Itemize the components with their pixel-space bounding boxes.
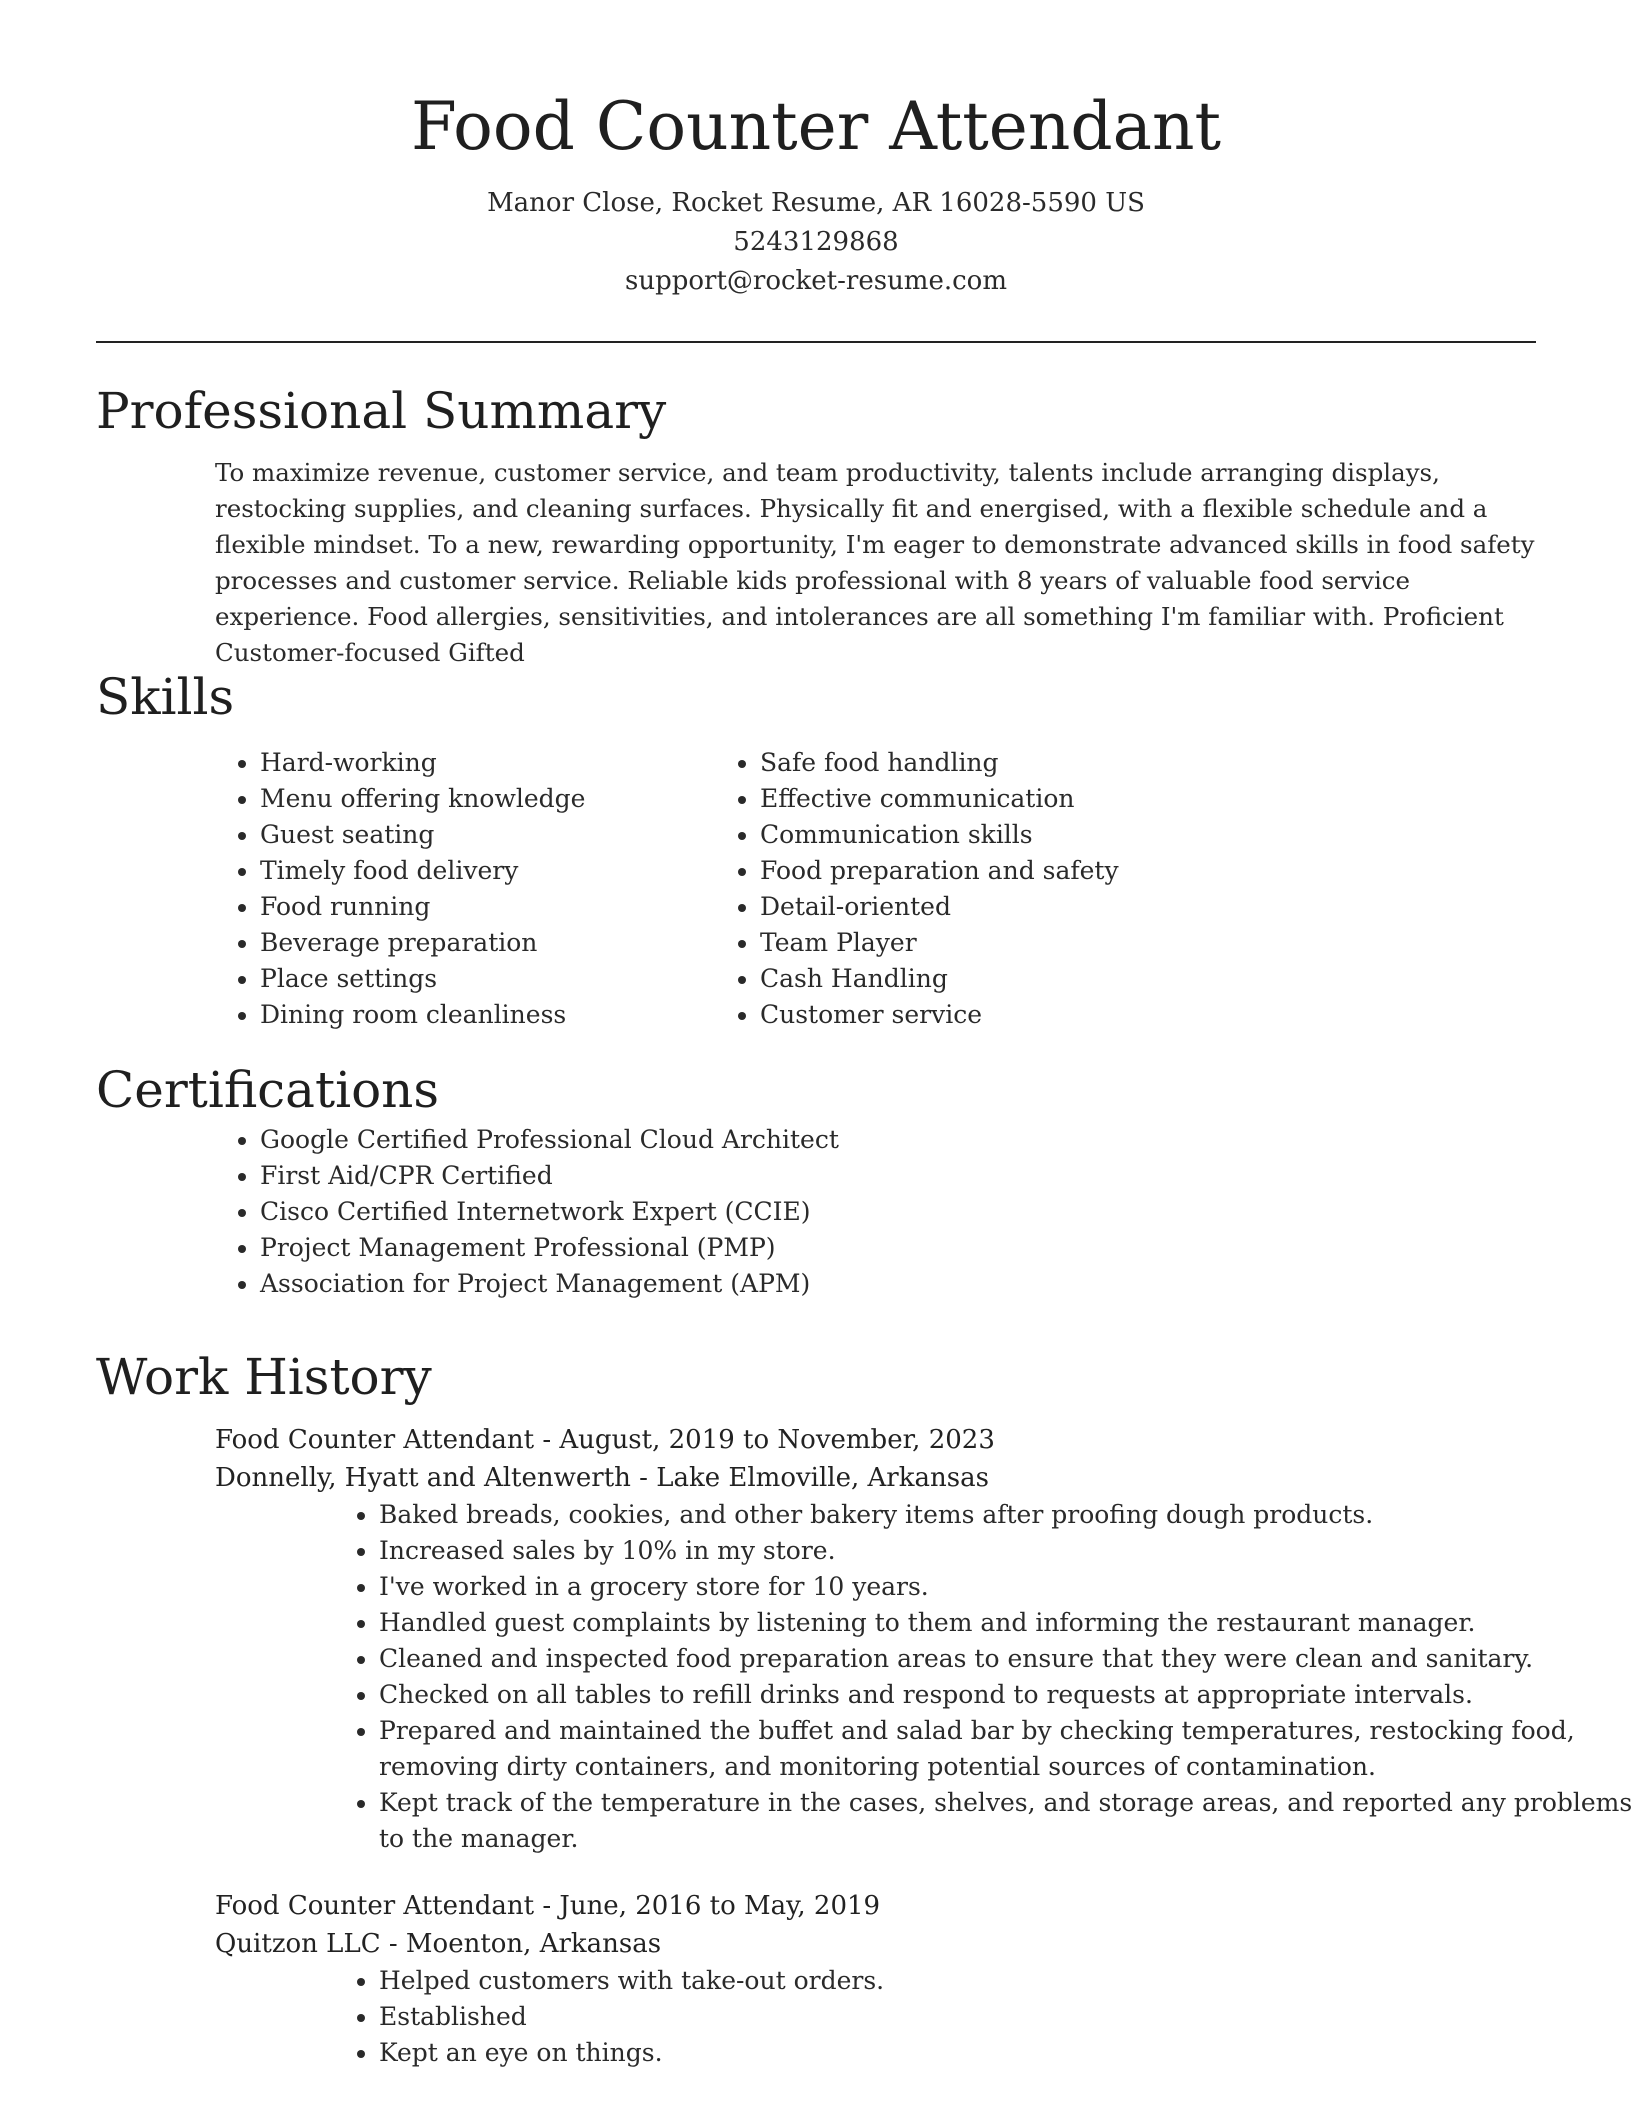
list-item: • Cleaned and inspected food preparation areas to ensure that they were clean and sanitary. bbox=[379, 1641, 1632, 1677]
contact-email: support@rocket-resume.com bbox=[624, 266, 1007, 296]
list-item: • Effective communication bbox=[760, 781, 1246, 817]
job-title-line: Food Counter Attendant - June, 2016 to May, 2019 bbox=[215, 1891, 881, 1921]
work-history-title: Work History bbox=[96, 1348, 432, 1406]
list-item: • Association for Project Management (APM) bbox=[260, 1266, 1536, 1302]
list-item: • Cash Handling bbox=[760, 961, 1246, 997]
list-item: • Kept an eye on things. bbox=[379, 2035, 1632, 2071]
list-item: • Guest seating bbox=[260, 817, 746, 853]
list-item: • Customer service bbox=[760, 997, 1246, 1033]
list-item: • Prepared and maintained the buffet and salad bar by checking temperatures, restocking food, removing dirty containers, and monitoring potential sources of contamination. bbox=[379, 1713, 1632, 1785]
list-item: • Food preparation and safety bbox=[760, 853, 1246, 889]
list-item: • Hard-working bbox=[260, 745, 746, 781]
list-item: • Detail-oriented bbox=[760, 889, 1246, 925]
list-item: • Beverage preparation bbox=[260, 925, 746, 961]
certifications-section bbox=[96, 1058, 1536, 1302]
list-item: • Baked breads, cookies, and other bakery items after proofing dough products. bbox=[379, 1497, 1632, 1533]
list-item: • Project Management Professional (PMP) bbox=[260, 1230, 1536, 1266]
summary-title: Professional Summary bbox=[96, 382, 667, 440]
list-item: • I've worked in a grocery store for 10 years. bbox=[379, 1569, 1632, 1605]
list-item: • Google Certified Professional Cloud Architect bbox=[260, 1122, 1536, 1158]
contact-address: Manor Close, Rocket Resume, AR 16028-5590 US bbox=[487, 188, 1145, 218]
skills-title: Skills bbox=[96, 668, 235, 726]
list-item: • Dining room cleanliness bbox=[260, 997, 746, 1033]
job-company-line: Quitzon LLC - Moenton, Arkansas bbox=[215, 1929, 662, 1959]
header-divider bbox=[96, 341, 1536, 343]
certifications-title: Certifications bbox=[96, 1061, 440, 1119]
skills-section bbox=[96, 665, 1536, 1033]
candidate-name: Food Counter Attendant bbox=[411, 88, 1221, 165]
job-entry bbox=[215, 1887, 1536, 2071]
skills-columns bbox=[96, 745, 1536, 1033]
work-history-section bbox=[96, 1345, 1632, 2071]
contact-phone: 5243129868 bbox=[733, 227, 899, 257]
list-item: • Team Player bbox=[760, 925, 1246, 961]
list-item: • Food running bbox=[260, 889, 746, 925]
summary-section bbox=[96, 379, 1536, 671]
list-item: • First Aid/CPR Certified bbox=[260, 1158, 1536, 1194]
list-item: • Handled guest complaints by listening to them and informing the restaurant manager. bbox=[379, 1605, 1632, 1641]
job-responsibilities bbox=[215, 1497, 1632, 1857]
list-item: • Safe food handling bbox=[760, 745, 1246, 781]
list-item: • Place settings bbox=[260, 961, 746, 997]
list-item: • Established bbox=[379, 1999, 1632, 2035]
list-item: • Checked on all tables to refill drinks and respond to requests at appropriate intervals. bbox=[379, 1677, 1632, 1713]
contact-block bbox=[0, 184, 1632, 301]
skills-column-right bbox=[746, 745, 1536, 1033]
skills-column-left bbox=[96, 745, 746, 1033]
list-item: • Timely food delivery bbox=[260, 853, 746, 889]
job-responsibilities bbox=[215, 1963, 1536, 2071]
job-company-line: Donnelly, Hyatt and Altenwerth - Lake Elmoville, Arkansas bbox=[215, 1463, 989, 1493]
skills-list-left bbox=[96, 745, 746, 1033]
list-item: • Cisco Certified Internetwork Expert (CCIE) bbox=[260, 1194, 1536, 1230]
list-item: • Communication skills bbox=[760, 817, 1246, 853]
resume-header bbox=[0, 0, 1632, 301]
list-item: • Menu offering knowledge bbox=[260, 781, 746, 817]
certifications-list bbox=[96, 1122, 1536, 1302]
list-item: • Kept track of the temperature in the cases, shelves, and storage areas, and reported any problems to the manager. bbox=[379, 1785, 1632, 1857]
summary-text: To maximize revenue, customer service, and team productivity, talents include arranging displays, restocking supplies, and cleaning surfaces. Physically fit and energised, with a flexible schedule and a flexible mindset. To a new, rewarding opportunity, I'm eager to demonstrate advanced skills in food safety processes and customer service. Reliable kids professional with 8 years of valuable food service experience. Food allergies, sensitivities, and intolerances are all something I'm familiar with. Proficient Customer-focused Gifted bbox=[215, 458, 1535, 667]
job-title-line: Food Counter Attendant - August, 2019 to November, 2023 bbox=[215, 1425, 995, 1455]
job-entry bbox=[215, 1421, 1632, 1857]
skills-list-right bbox=[746, 745, 1246, 1033]
list-item: • Helped customers with take-out orders. bbox=[379, 1963, 1632, 1999]
list-item: • Increased sales by 10% in my store. bbox=[379, 1533, 1632, 1569]
